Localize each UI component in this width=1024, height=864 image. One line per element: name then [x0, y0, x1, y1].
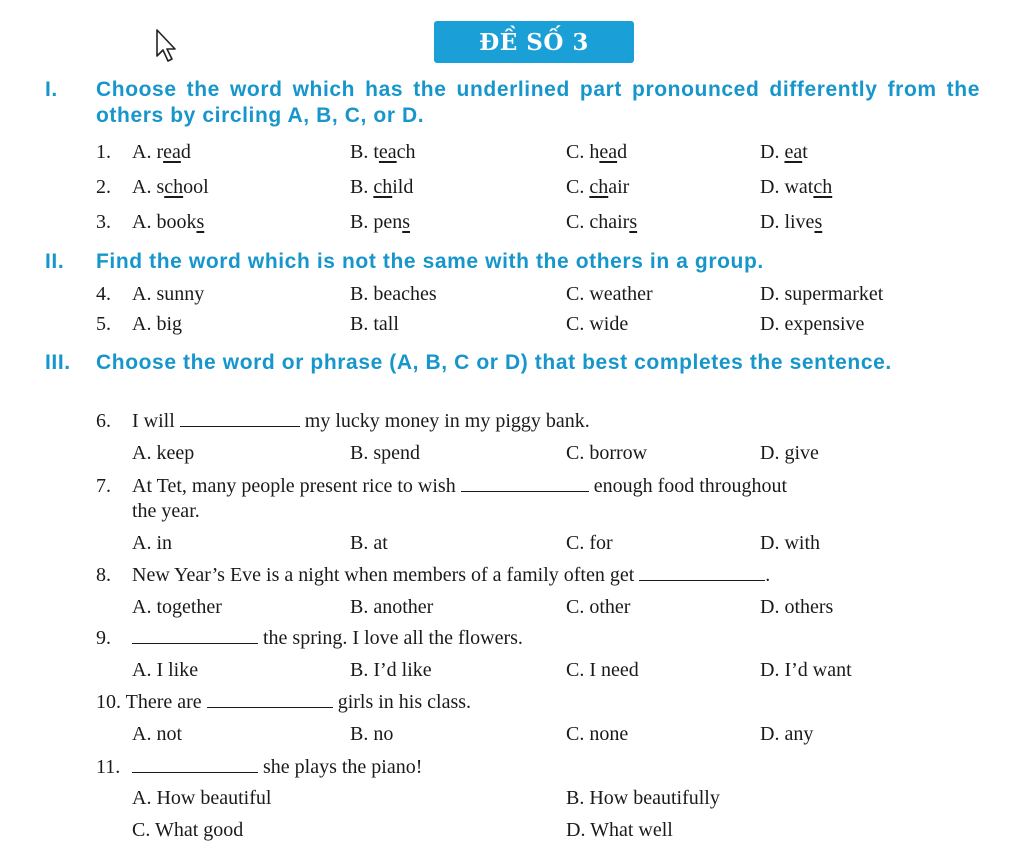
q3-option-d[interactable]: D. lives — [760, 211, 823, 233]
question-2-number: 2. — [96, 176, 111, 198]
q11-option-b[interactable]: B. How beautifully — [566, 787, 720, 809]
answer-blank — [132, 756, 258, 773]
question-7-number: 7. — [96, 475, 111, 497]
q10-option-c[interactable]: C. none — [566, 723, 629, 745]
q7-option-d[interactable]: D. with — [760, 532, 820, 554]
q10-option-b[interactable]: B. no — [350, 723, 394, 745]
q6-option-c[interactable]: C. borrow — [566, 442, 648, 464]
q4-option-c[interactable]: C. weather — [566, 283, 653, 305]
q3-option-a[interactable]: A. books — [132, 211, 205, 233]
q9-option-a[interactable]: A. I like — [132, 659, 199, 681]
q9-option-c[interactable]: C. I need — [566, 659, 639, 681]
q7-option-b[interactable]: B. at — [350, 532, 388, 554]
q2-option-b[interactable]: B. child — [350, 176, 414, 198]
question-8-stem: New Year’s Eve is a night when members of a family often get . — [132, 564, 771, 586]
q1-option-d[interactable]: D. eat — [760, 141, 808, 163]
q5-option-a[interactable]: A. big — [132, 313, 182, 335]
q2-option-c[interactable]: C. chair — [566, 176, 630, 198]
q5-option-b[interactable]: B. tall — [350, 313, 399, 335]
q1-option-c[interactable]: C. head — [566, 141, 628, 163]
q11-option-d[interactable]: D. What well — [566, 819, 673, 841]
page-title: ĐỀ SỐ 3 — [434, 21, 634, 63]
q2-option-d[interactable]: D. watch — [760, 176, 833, 198]
question-9-number: 9. — [96, 627, 111, 649]
q3-option-b[interactable]: B. pens — [350, 211, 411, 233]
question-6-number: 6. — [96, 410, 111, 432]
section-1-heading: I. Choose the word which has the underlined part pronounced differently from the others by circling A, B, C, or D. — [45, 78, 980, 127]
q9-option-d[interactable]: D. I’d want — [760, 659, 852, 681]
section-3-heading: III. Choose the word or phrase (A, B, C or D) that best completes the sentence. — [45, 351, 892, 374]
q1-option-b[interactable]: B. teach — [350, 141, 416, 163]
question-8-number: 8. — [96, 564, 111, 586]
q1-option-a[interactable]: A. read — [132, 141, 191, 163]
question-3-number: 3. — [96, 211, 111, 233]
q7-option-c[interactable]: C. for — [566, 532, 613, 554]
answer-blank — [461, 475, 589, 492]
section-2-heading: II. Find the word which is not the same with the others in a group. — [45, 250, 764, 273]
question-7-stem: At Tet, many people present rice to wish enough food throughout — [132, 475, 788, 497]
q6-option-b[interactable]: B. spend — [350, 442, 420, 464]
q5-option-c[interactable]: C. wide — [566, 313, 629, 335]
q4-option-d[interactable]: D. supermarket — [760, 283, 884, 305]
question-6-stem: I will my lucky money in my piggy bank. — [132, 410, 590, 432]
q10-option-a[interactable]: A. not — [132, 723, 182, 745]
mouse-pointer-icon — [155, 28, 179, 64]
q8-option-b[interactable]: B. another — [350, 596, 434, 618]
q4-option-a[interactable]: A. sunny — [132, 283, 205, 305]
q8-option-d[interactable]: D. others — [760, 596, 834, 618]
q9-option-b[interactable]: B. I’d like — [350, 659, 432, 681]
answer-blank — [180, 410, 300, 427]
q6-option-a[interactable]: A. keep — [132, 442, 195, 464]
question-1-number: 1. — [96, 141, 111, 163]
q2-option-a[interactable]: A. school — [132, 176, 209, 198]
q10-option-d[interactable]: D. any — [760, 723, 814, 745]
question-5-number: 5. — [96, 313, 111, 335]
question-10-stem: 10. There are girls in his class. — [96, 691, 472, 713]
answer-blank — [132, 627, 258, 644]
question-9-stem: the spring. I love all the flowers. — [132, 626, 523, 650]
q6-option-d[interactable]: D. give — [760, 442, 819, 464]
question-7-stem-continued: the year. — [132, 500, 200, 522]
q11-option-c[interactable]: C. What good — [132, 819, 244, 841]
question-4-number: 4. — [96, 283, 111, 305]
question-11-number: 11. — [96, 756, 121, 778]
q4-option-b[interactable]: B. beaches — [350, 283, 437, 305]
q11-option-a[interactable]: A. How beautiful — [132, 787, 272, 809]
q8-option-c[interactable]: C. other — [566, 596, 631, 618]
question-11-stem: she plays the piano! — [132, 755, 422, 779]
q7-option-a[interactable]: A. in — [132, 532, 172, 554]
q3-option-c[interactable]: C. chairs — [566, 211, 638, 233]
q8-option-a[interactable]: A. together — [132, 596, 222, 618]
answer-blank — [639, 564, 765, 581]
answer-blank — [207, 691, 333, 708]
q5-option-d[interactable]: D. expensive — [760, 313, 865, 335]
